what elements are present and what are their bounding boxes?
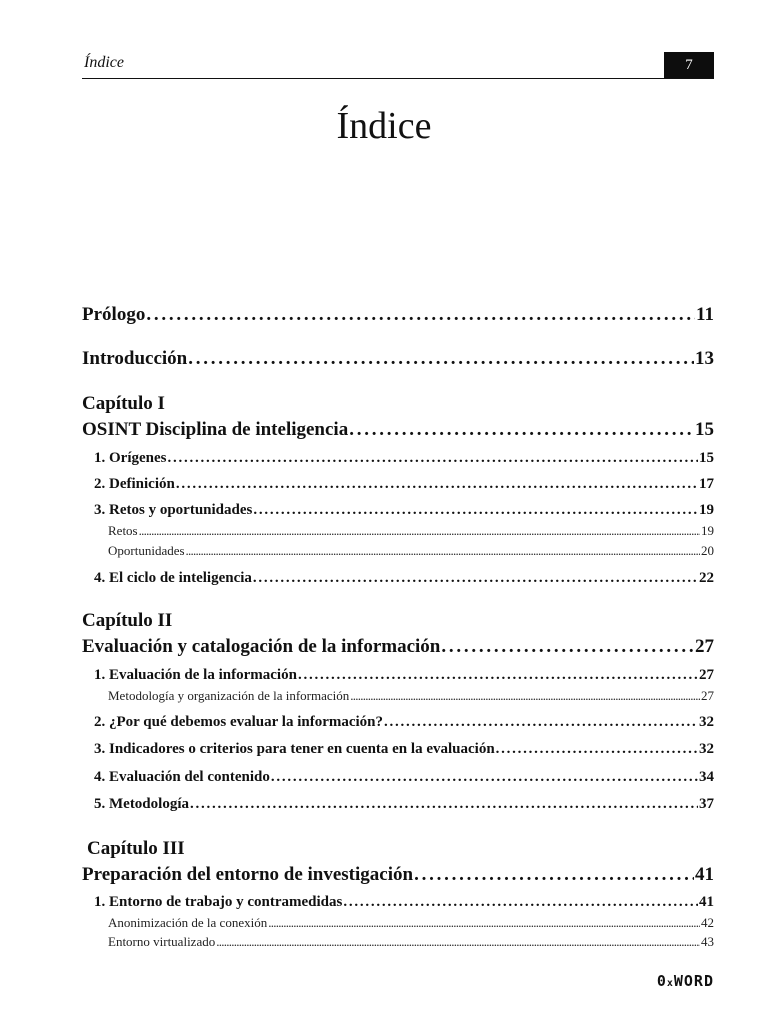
toc-entry-title: OSINT Disciplina de inteligencia — [82, 419, 349, 440]
toc-entry-title: Retos — [108, 523, 138, 538]
toc-entry-section[interactable] — [82, 769, 714, 789]
toc-entry-section[interactable] — [82, 796, 714, 816]
toc-entry-section[interactable] — [82, 476, 714, 496]
toc-entry-subsection[interactable] — [82, 915, 714, 933]
toc-entry-page: 11 — [696, 304, 714, 325]
header-title: Índice — [84, 54, 124, 71]
toc-entry-title: 1. Entorno de trabajo y contramedidas — [94, 894, 343, 910]
toc-entry-title: Preparación del entorno de investigación — [82, 864, 414, 885]
chapter-label: Capítulo I — [82, 393, 165, 414]
toc-entry-title: 3. Retos y oportunidades — [94, 502, 253, 518]
toc-entry-title: 4. El ciclo de inteligencia — [94, 570, 252, 586]
toc-entry-page: 15 — [695, 419, 714, 440]
toc-entry-title: Metodología y organización de la información — [108, 688, 350, 703]
toc-entry-page: 17 — [699, 476, 714, 492]
toc-entry-subsection[interactable] — [82, 523, 714, 541]
toc-entry-title: Oportunidades — [108, 543, 185, 558]
toc-entry-title: 1. Evaluación de la información — [94, 667, 297, 683]
toc-entry-section[interactable] — [82, 450, 714, 470]
toc-entry-title: Introducción — [82, 348, 188, 369]
toc-entry-page: 37 — [699, 796, 714, 812]
toc-entry-title: 1. Orígenes — [94, 450, 167, 466]
toc-entry-title: 4. Evaluación del contenido — [94, 769, 270, 785]
toc-entry-section[interactable] — [82, 667, 714, 687]
toc-entry-title: Entorno virtualizado — [108, 934, 216, 949]
toc-entry-chapter[interactable] — [82, 419, 714, 445]
page-title: Índice — [336, 105, 432, 147]
chapter-label: Capítulo III — [87, 838, 185, 859]
running-header — [82, 52, 714, 79]
logo-prefix: 0 — [656, 972, 667, 990]
toc-entry-page: 22 — [699, 570, 714, 586]
toc-entry-page: 32 — [699, 714, 714, 730]
toc-entry-title: Anonimización de la conexión — [108, 915, 268, 930]
page-number: 7 — [664, 52, 714, 78]
toc-entry-page: 15 — [699, 450, 714, 466]
toc-entry-page: 27 — [695, 636, 714, 657]
toc-entry-section[interactable] — [82, 502, 714, 522]
toc-entry-introduccion[interactable] — [82, 348, 714, 374]
toc-entry-chapter[interactable] — [82, 864, 714, 890]
toc-entry-page: 42 — [701, 915, 714, 930]
toc-entry-page: 19 — [699, 502, 714, 518]
toc-entry-section[interactable] — [82, 894, 714, 914]
toc-entry-prologo[interactable] — [82, 304, 714, 330]
toc-entry-subsection[interactable] — [82, 934, 714, 952]
toc-entry-title: 2. ¿Por qué debemos evaluar la información? — [94, 714, 384, 730]
logo-word: WORD — [673, 972, 714, 990]
toc-entry-page: 13 — [695, 348, 714, 369]
toc-entry-page: 41 — [695, 864, 714, 885]
toc-entry-title: 2. Definición — [94, 476, 175, 492]
toc-entry-subsection[interactable] — [82, 543, 714, 561]
toc-entry-chapter[interactable] — [82, 636, 714, 662]
toc-entry-page: 41 — [699, 894, 714, 910]
toc-entry-section[interactable] — [82, 570, 714, 590]
logo-x: x — [666, 978, 674, 989]
toc-entry-title: 5. Metodología — [94, 796, 189, 812]
toc-entry-section[interactable] — [82, 741, 714, 761]
toc-entry-subsection[interactable] — [82, 688, 714, 706]
toc-entry-page: 34 — [699, 769, 714, 785]
toc-entry-title: Evaluación y catalogación de la información — [82, 636, 441, 657]
toc-entry-page: 20 — [701, 543, 714, 558]
toc-entry-section[interactable] — [82, 714, 714, 734]
toc-entry-title: 3. Indicadores o criterios para tener en cuenta en la evaluación — [94, 741, 495, 757]
publisher-logo — [657, 972, 714, 990]
toc-entry-page: 32 — [699, 741, 714, 757]
toc-entry-page: 27 — [699, 667, 714, 683]
toc-entry-title: Prólogo — [82, 304, 146, 325]
toc-entry-page: 19 — [701, 523, 714, 538]
toc-entry-page: 27 — [701, 688, 714, 703]
toc-entry-page: 43 — [701, 934, 714, 949]
chapter-label: Capítulo II — [82, 610, 173, 631]
